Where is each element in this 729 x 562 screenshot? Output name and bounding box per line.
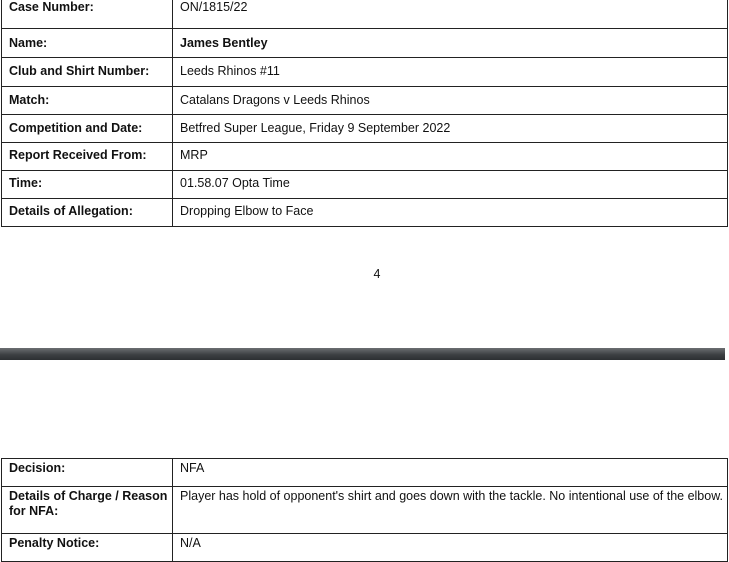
table-row [2,29,728,58]
decision-table [1,458,728,562]
table-row [2,171,728,199]
decision-label: Decision: [2,459,173,487]
page-divider [0,348,729,360]
name-value: James Bentley [173,29,728,58]
table-row [2,487,728,534]
table-row [2,0,728,29]
page-divider-edge [725,348,729,360]
time-label: Time: [2,171,173,199]
case-number-value: ON/1815/22 [173,0,728,29]
penalty-notice-value: N/A [173,534,728,562]
decision-value: NFA [173,459,728,487]
competition-date-value: Betfred Super League, Friday 9 September 2022 [173,115,728,143]
reason-label: Details of Charge / Reason for NFA: [2,487,173,534]
case-number-label: Case Number: [2,0,173,29]
table-row [2,199,728,227]
table-row [2,143,728,171]
club-shirt-label: Club and Shirt Number: [2,58,173,87]
table-row [2,58,728,87]
reason-value: Player has hold of opponent's shirt and goes down with the tackle. No intentional use of the elbow. [173,487,728,534]
match-value: Catalans Dragons v Leeds Rhinos [173,87,728,115]
table-row [2,115,728,143]
table-row [2,87,728,115]
page-number: 4 [373,267,381,281]
match-label: Match: [2,87,173,115]
allegation-value: Dropping Elbow to Face [173,199,728,227]
time-value: 01.58.07 Opta Time [173,171,728,199]
report-received-label: Report Received From: [2,143,173,171]
report-received-value: MRP [173,143,728,171]
club-shirt-value: Leeds Rhinos #11 [173,58,728,87]
name-label: Name: [2,29,173,58]
allegation-label: Details of Allegation: [2,199,173,227]
case-details-table [1,0,728,227]
table-row [2,534,728,562]
penalty-notice-label: Penalty Notice: [2,534,173,562]
competition-date-label: Competition and Date: [2,115,173,143]
table-row [2,459,728,487]
